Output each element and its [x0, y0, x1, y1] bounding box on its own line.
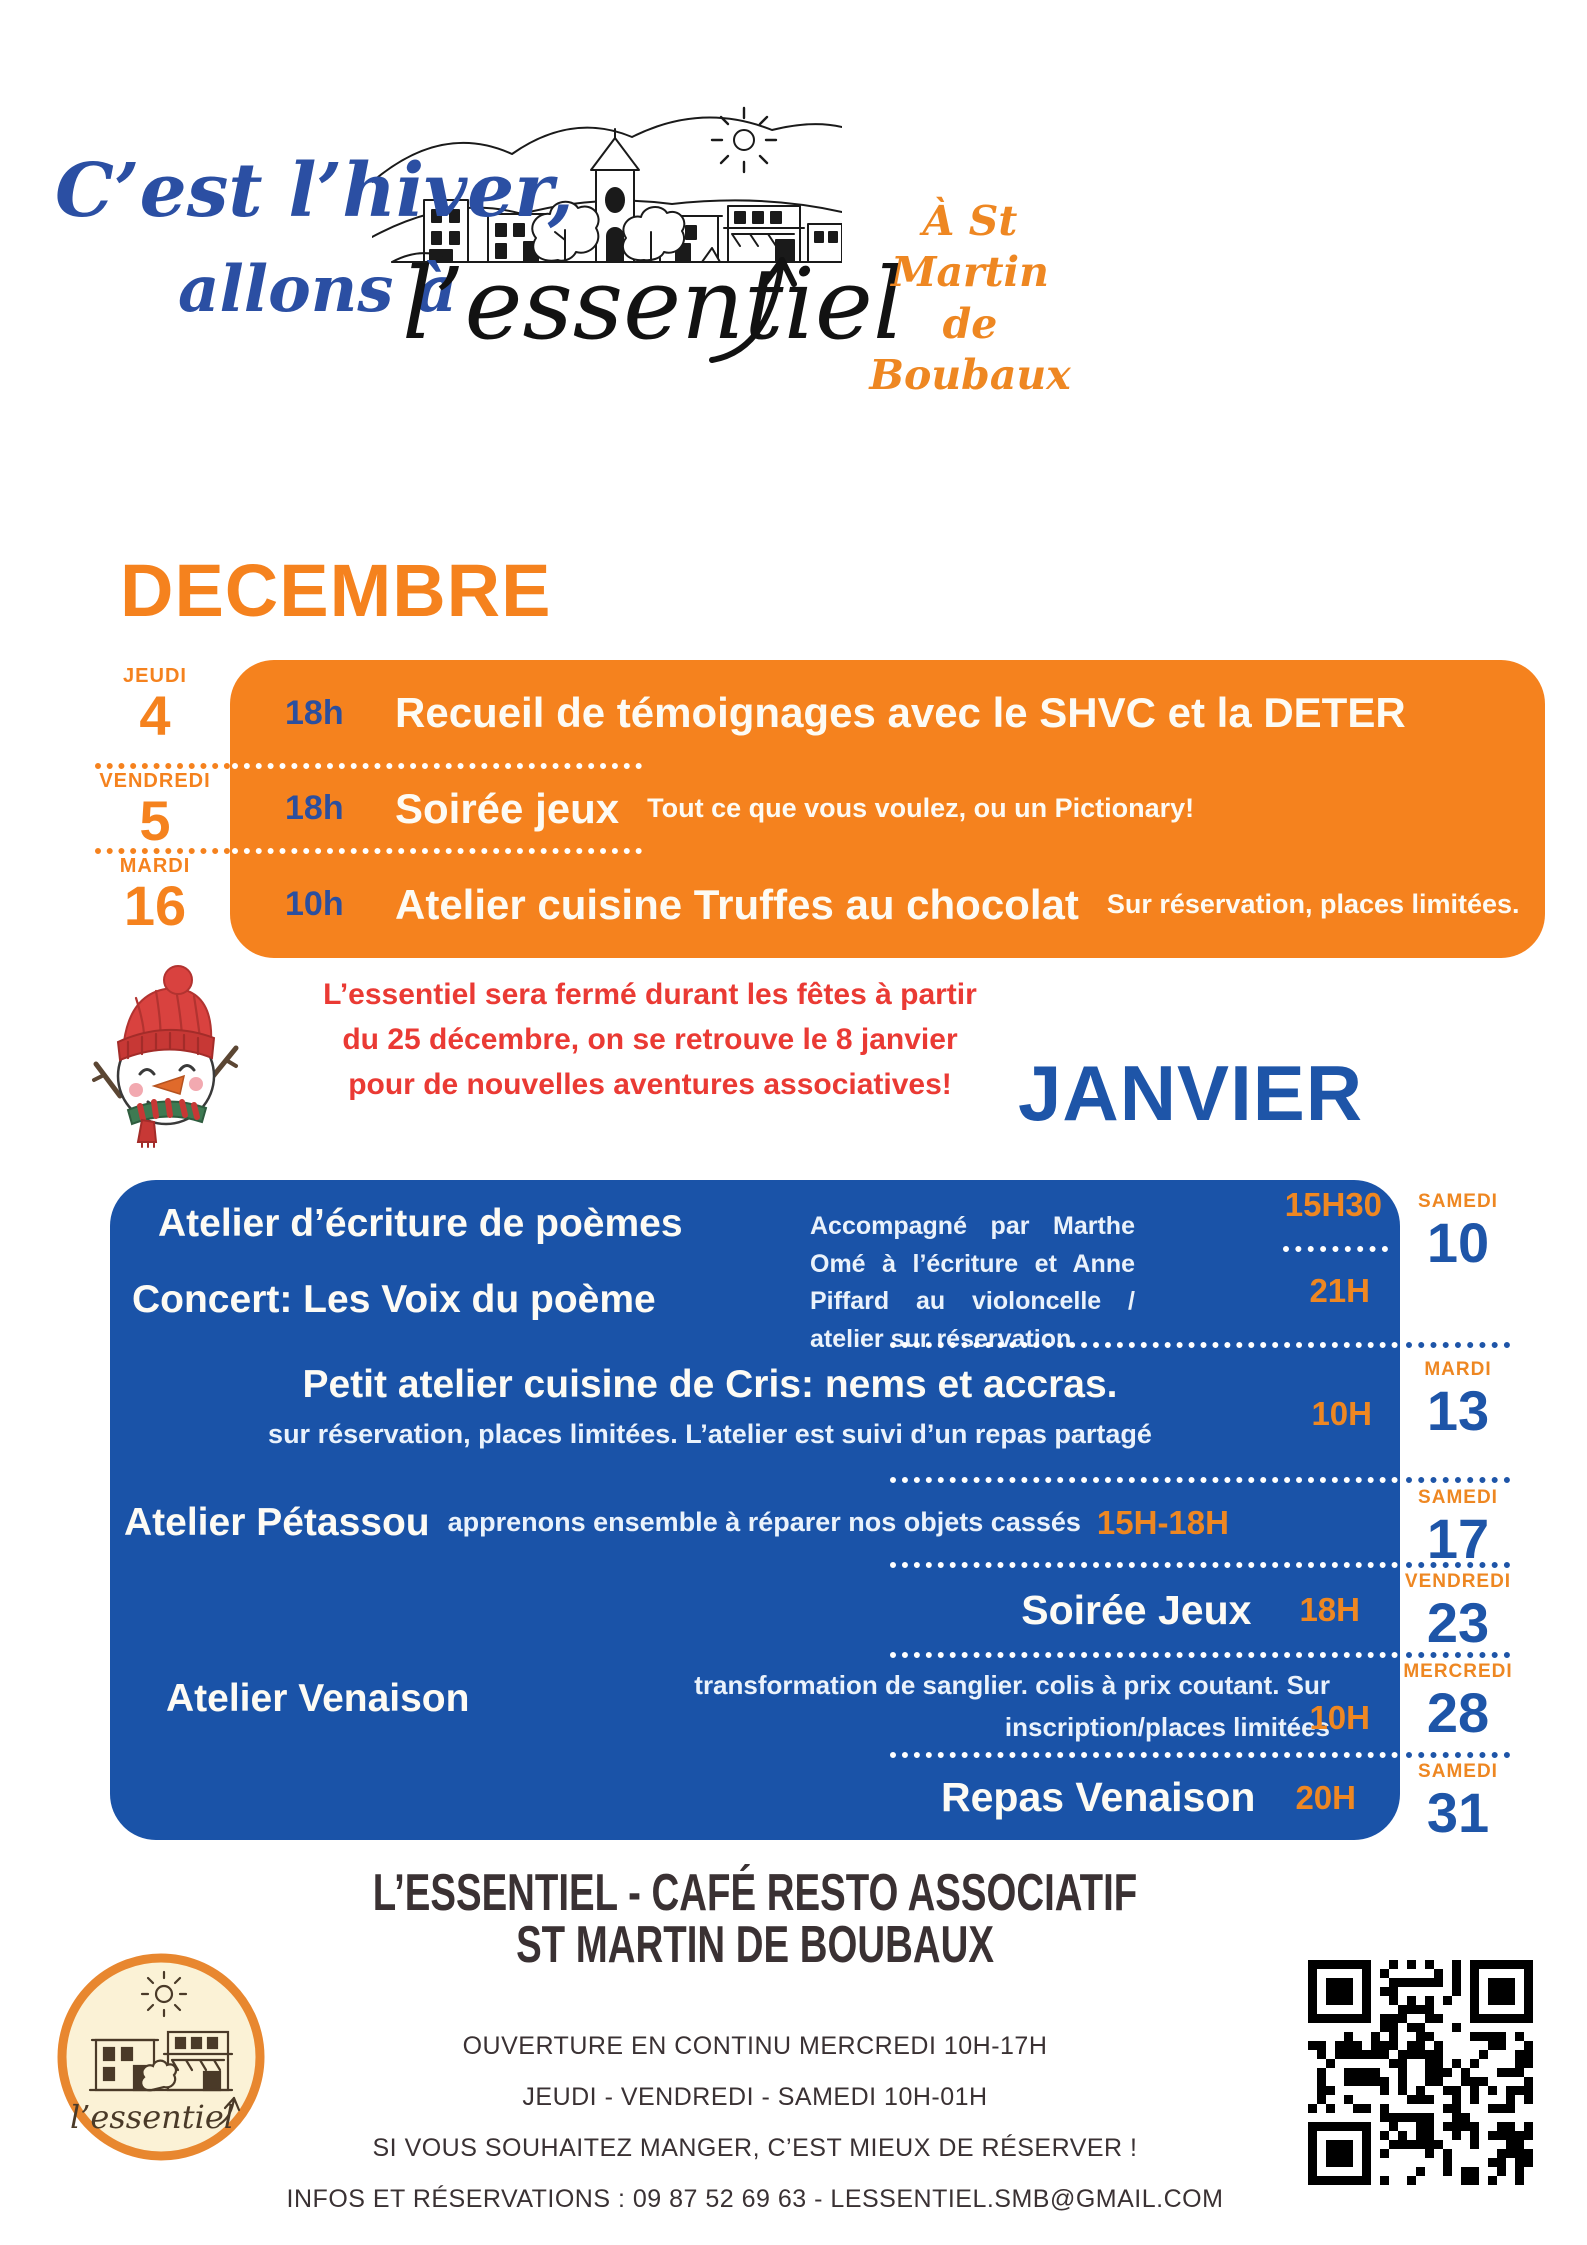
december-title: DECEMBRE — [120, 549, 552, 632]
january-event-row — [110, 1180, 1400, 1353]
event-note: transformation de sanglier. colis à prix coutant. Sur inscription/places limitées — [694, 1670, 1330, 1742]
event-time: 18h — [285, 693, 344, 732]
event-time: 10H — [1311, 1395, 1372, 1432]
day-block-jan-4 — [1398, 1661, 1518, 1744]
footer-contact: INFOS ET RÉSERVATIONS : 09 87 52 69 63 - LESSENTIEL.SMB@GMAIL.COM — [286, 2185, 1224, 2213]
day-number: 5 — [139, 789, 171, 852]
day-number: 17 — [1426, 1507, 1490, 1570]
location-line2: de Boubaux — [869, 299, 1071, 399]
day-name: JEUDI — [123, 665, 187, 687]
closure-notice — [250, 972, 1050, 1107]
january-event-row — [110, 1565, 1400, 1655]
separator-dotted — [232, 763, 642, 769]
footer-hours1: OUVERTURE EN CONTINU MERCREDI 10H-17H — [462, 2032, 1048, 2060]
january-event-row — [110, 1345, 1400, 1480]
separator-dotted — [95, 848, 230, 854]
event-title: Atelier Pétassou — [124, 1500, 430, 1544]
day-block-jan-1 — [1398, 1359, 1518, 1442]
day-name: SAMEDI — [1418, 1761, 1498, 1782]
december-event-row — [230, 660, 1545, 766]
separator-dotted — [890, 1342, 1398, 1348]
january-events-panel — [110, 1180, 1400, 1840]
event-note: Sur réservation, places limitées. — [1106, 889, 1520, 919]
location-script — [845, 196, 1095, 401]
event-title: Recueil de témoignages avec le SHVC et la DETER — [395, 689, 1406, 736]
separator-dotted — [1406, 1342, 1510, 1348]
day-name: SAMEDI — [1418, 1487, 1498, 1508]
day-block-dec-0 — [85, 665, 225, 747]
arrow-doodle-icon — [700, 238, 830, 368]
qr-code — [1285, 1940, 1555, 2210]
separator-dotted — [1406, 1477, 1510, 1483]
day-name: MARDI — [119, 855, 191, 877]
separator-dotted — [890, 1752, 1398, 1758]
footer-logo-text: l’essentiel — [70, 2098, 234, 2136]
separator-dotted — [890, 1652, 1398, 1658]
event-time: 20H — [1295, 1778, 1356, 1816]
january-title: JANVIER — [1018, 1049, 1364, 1137]
event-note: Accompagné par Marthe Omé à l’écriture et Anne Piffard au violoncelle / atelier sur réservation — [810, 1212, 1135, 1353]
closure-line3: pour de nouvelles aventures associatives! — [348, 1068, 952, 1101]
event-title: Soirée jeux — [395, 784, 620, 832]
event-title: Atelier Venaison — [166, 1677, 470, 1720]
separator-dotted — [890, 1477, 1398, 1483]
event-note: apprenons ensemble à réparer nos objets cassés — [447, 1507, 1081, 1537]
day-number: 10 — [1426, 1211, 1490, 1274]
day-block-dec-2 — [85, 855, 225, 937]
snowman-illustration — [90, 958, 245, 1148]
footer-logo — [52, 1948, 270, 2166]
december-events-panel — [230, 660, 1545, 958]
day-block-jan-0 — [1398, 1191, 1518, 1274]
closure-line2: du 25 décembre, on se retrouve le 8 janvier — [342, 1023, 958, 1056]
day-number: 23 — [1426, 1591, 1490, 1654]
event-title: Atelier cuisine Truffes au chocolat — [395, 880, 1079, 928]
january-event-row — [110, 1480, 1400, 1565]
tagline-line2: allons à — [178, 252, 458, 327]
event-time: 15H-18H — [1096, 1503, 1229, 1541]
day-name: MERCREDI — [1403, 1661, 1513, 1682]
footer-org-line2: ST MARTIN DE BOUBAUX — [516, 1916, 994, 1975]
event-title: Concert: Les Voix du poème — [132, 1278, 656, 1321]
footer-org-line1: L’ESSENTIEL - CAFÉ RESTO ASSOCIATIF — [372, 1864, 1138, 1923]
event-title: Atelier d’écriture de poèmes — [158, 1202, 683, 1245]
day-name: MARDI — [1424, 1359, 1492, 1380]
january-event-row — [110, 1655, 1400, 1755]
event-note: Tout ce que vous voulez, ou un Pictionary! — [647, 793, 1195, 823]
event-time: 15H30 — [1284, 1186, 1382, 1223]
event-note: sur réservation, places limitées. L’atelier est suivi d’un repas partagé — [268, 1419, 1152, 1449]
day-number: 28 — [1426, 1681, 1490, 1744]
event-title: Soirée Jeux — [1021, 1586, 1252, 1633]
closure-line1: L’essentiel sera fermé durant les fêtes à partir — [323, 978, 977, 1011]
day-name: VENDREDI — [1404, 1571, 1512, 1592]
event-time: 10H — [1309, 1699, 1370, 1736]
footer-booking: SI VOUS SOUHAITEZ MANGER, C’EST MIEUX DE RÉSERVER ! — [372, 2134, 1138, 2162]
event-time: 10h — [285, 885, 344, 923]
day-number: 13 — [1426, 1379, 1490, 1442]
day-block-jan-2 — [1398, 1487, 1518, 1570]
day-name: VENDREDI — [99, 770, 211, 792]
event-title: Repas Venaison — [940, 1774, 1256, 1820]
december-event-row — [230, 766, 1545, 851]
tagline-line1: C’est l’hiver, — [55, 148, 574, 234]
separator-dotted — [232, 848, 642, 854]
footer-hours2: JEUDI - VENDREDI - SAMEDI 10H-01H — [522, 2083, 988, 2111]
event-time: 21H — [1309, 1272, 1370, 1309]
event-time: 18h — [285, 789, 344, 827]
january-event-row — [110, 1755, 1400, 1840]
day-number: 4 — [139, 684, 171, 747]
day-block-jan-5 — [1398, 1761, 1518, 1844]
day-number: 31 — [1426, 1781, 1490, 1844]
day-number: 16 — [123, 874, 187, 937]
day-block-jan-3 — [1398, 1571, 1518, 1654]
event-title: Petit atelier cuisine de Cris: nems et accras. — [302, 1363, 1118, 1406]
separator-dotted — [890, 1562, 1398, 1568]
location-line1: À St Martin — [891, 197, 1049, 297]
day-name: SAMEDI — [1418, 1191, 1498, 1212]
separator-dotted — [1406, 1752, 1510, 1758]
december-event-row — [230, 851, 1545, 958]
qr-modules — [1308, 1960, 1533, 2190]
separator-dotted — [1283, 1246, 1388, 1252]
logo-wordmark: l’essentiel — [402, 248, 905, 362]
event-time: 18H — [1299, 1591, 1360, 1628]
day-block-dec-1 — [85, 770, 225, 852]
separator-dotted — [95, 763, 230, 769]
